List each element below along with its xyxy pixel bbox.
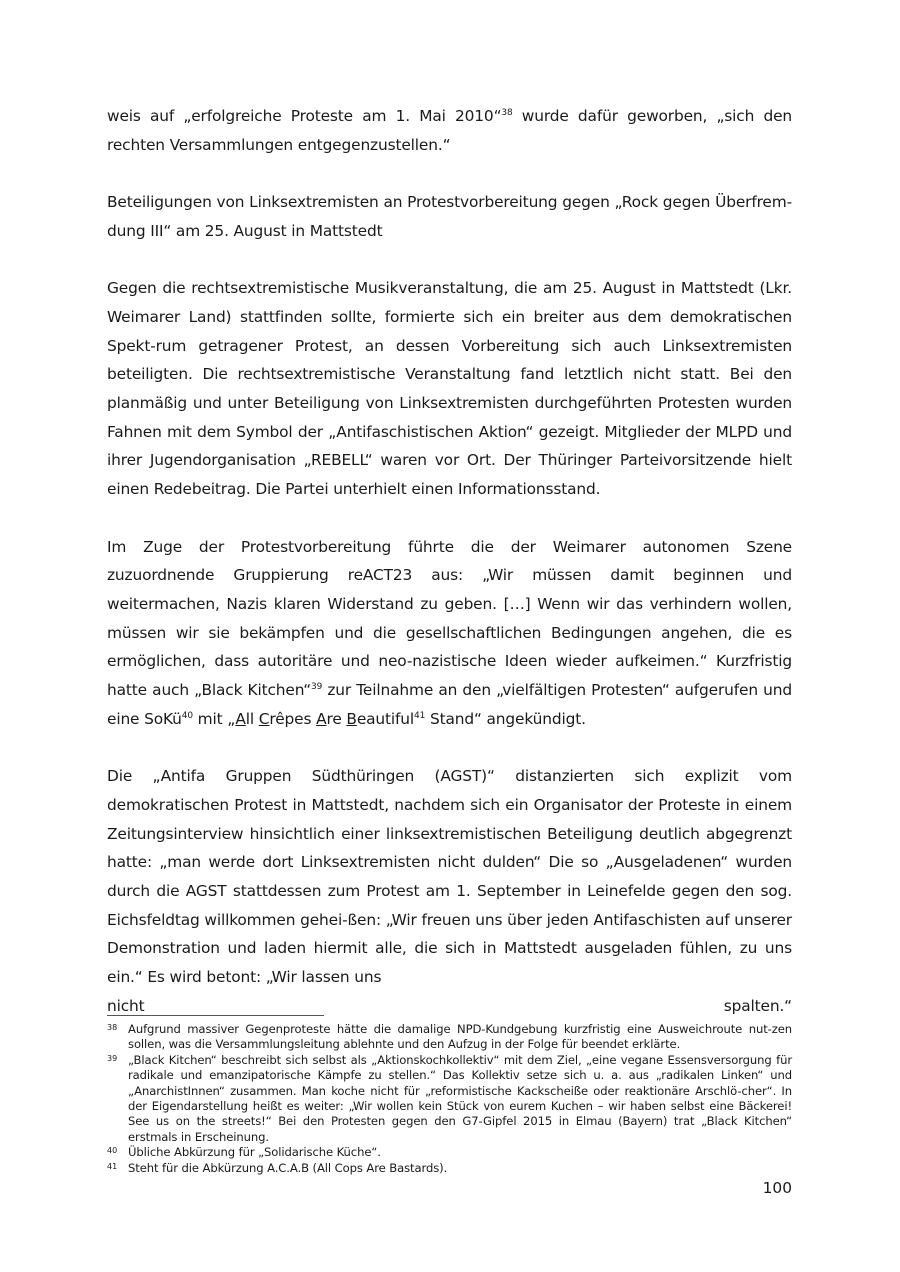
footnote-number: 41 xyxy=(107,1161,118,1171)
acab-letter-a2: A xyxy=(316,709,327,728)
footnote-41 xyxy=(107,1161,792,1176)
paragraph-1 xyxy=(107,102,792,159)
footnote-separator xyxy=(107,1015,324,1016)
section-heading: Beteiligungen von Linksextremisten an Protestvorbereitung gegen „Rock gegen Überfrem-dung III“ am 25. August in Mattstedt xyxy=(107,193,792,240)
footnote-text: „Black Kitchen“ beschreibt sich selbst als „Aktionskochkollektiv“ mit dem Ziel, „eine vegane Essensversorgung für radikale und emanzipatorische Kämpfe zu stellen.“ Das Kollektiv setze sich u. a. aus „radikalen Linken“ und „AnarchistInnen“ zusammen. Man koche nicht für „reformistische Kackscheiße oder reaktionäre Arschlö-cher“. In der Eigendarstellung heißt es weiter: „Wir wollen kein Stück von eurem Kuchen – wir haben selbst eine Bäckerei! See us on the streets!“ Bei den Protesten gegen den G7-Gipfel 2015 in Elmau (Bayern) trat „Black Kitchen“ erstmals in Erscheinung. xyxy=(128,1052,792,1144)
acab-letter-a1: A xyxy=(235,709,246,728)
footnote-ref-41[interactable]: 41 xyxy=(414,710,426,721)
paragraph-4-text-b: zur Teilnahme an den „vielfältigen Protesten“ aufgerufen und eine SoKü xyxy=(107,681,792,728)
footnote-ref-39[interactable]: 39 xyxy=(311,682,323,693)
footnote-ref-40[interactable]: 40 xyxy=(181,710,193,721)
acab-letter-b: B xyxy=(346,709,357,728)
last-line-left: nicht xyxy=(107,996,145,1015)
footnote-number: 39 xyxy=(107,1053,118,1063)
footnote-39 xyxy=(107,1053,792,1145)
last-line-right: spalten.“ xyxy=(723,996,792,1015)
paragraph-4-text-c: mit „ xyxy=(192,709,236,728)
paragraph-4-text-a: Im Zuge der Protestvorbereitung führte die der Weimarer autonomen Szene zuzuordnende Gruppierung reACT23 aus: „Wir müssen damit beginnen und weitermachen, Nazis klaren Widerstand zu geben. […] Wenn wir das verhindern wollen, müssen wir sie bekämpfen und die gesellschaftlichen Bedingungen angehen, die es ermöglichen, dass autoritäre und neo-nazistische Ideen wieder aufkeimen.“ Kurzfristig hatte auch „Black Kitchen“ xyxy=(107,537,792,700)
acab-letter-c: C xyxy=(258,709,270,728)
acab-word-2: rêpes xyxy=(269,709,317,728)
footnote-text: Aufgrund massiver Gegenproteste hätte die damalige NPD-Kundgebung kurzfristig eine Ausweichroute nut-zen sollen, was die Versammlungsleitung ablehnte und den Aufzug in der Folge für beendet erklärte. xyxy=(128,1022,792,1052)
paragraph-4 xyxy=(107,533,792,734)
footnote-number: 40 xyxy=(107,1146,118,1156)
acab-word-3: re xyxy=(326,709,347,728)
paragraph-1-text-b: wurde dafür geworben, „sich den rechten Versammlungen entgegenzustellen.“ xyxy=(107,107,792,154)
footnote-text: Übliche Abkürzung für „Solidarische Küche“. xyxy=(128,1145,381,1160)
paragraph-5 xyxy=(107,762,792,1020)
paragraph-3: Gegen die rechtsextremistische Musikveranstaltung, die am 25. August in Mattstedt (Lkr. Weimarer Land) stattfinden sollte, formierte sich ein breiter aus dem demokratischen Spekt-rum getragener Protest, an dessen Vorbereitung sich auch Linksextremisten beteiligten. Die rechtsextremistische Veranstaltung fand letztlich nicht statt. Bei den planmäßig und unter Beteiligung von Linksextremisten durchgeführten Protesten wurden Fahnen mit dem Symbol der „Antifaschistischen Aktion“ gezeigt. Mitglieder der MLPD und ihrer Jugendorganisation „REBELL“ waren vor Ort. Der Thüringer Parteivorsitzende hielt einen Redebeitrag. Die Partei unterhielt einen Informationsstand. xyxy=(107,279,792,499)
footnote-ref-38[interactable]: 38 xyxy=(501,108,513,118)
acab-word-1: ll xyxy=(245,709,259,728)
footnote-number: 38 xyxy=(107,1023,118,1032)
page-body xyxy=(107,102,792,1020)
footnote-text: Steht für die Abkürzung A.C.A.B (All Cops Are Bastards). xyxy=(128,1160,448,1175)
page-number: 100 xyxy=(762,1179,792,1197)
paragraph-1-text-a: weis auf „erfolgreiche Proteste am 1. Mai 2010“ xyxy=(107,107,502,125)
paragraph-4-text-d: Stand“ angekündigt. xyxy=(425,709,586,728)
paragraph-5-text: Die „Antifa Gruppen Südthüringen (AGST)“ distanzierten sich explizit vom demokratischen Protest in Mattstedt, nachdem sich ein Organisator der Proteste in einem Zeitungsinterview hinsichtlich einer linksextremistischen Beteiligung deutlich abgegrenzt hatte: „man werde dort Linksextremisten nicht dulden“ Die so „Ausgeladenen“ wurden durch die AGST stattdessen zum Protest am 1. September in Leinefelde gegen den sog. Eichsfeldtag willkommen gehei-ßen: „Wir freuen uns über jeden Antifaschisten auf unserer Demonstration und laden hiermit alle, die sich in Mattstedt ausgeladen fühlen, zu uns ein.“ Es wird betont: „Wir lassen uns xyxy=(107,767,792,987)
footnote-40 xyxy=(107,1145,792,1160)
acab-word-4: eautiful xyxy=(356,709,415,728)
footnotes xyxy=(107,1022,792,1176)
footnote-38 xyxy=(107,1022,792,1053)
paragraph-5-last-line xyxy=(107,992,792,1021)
